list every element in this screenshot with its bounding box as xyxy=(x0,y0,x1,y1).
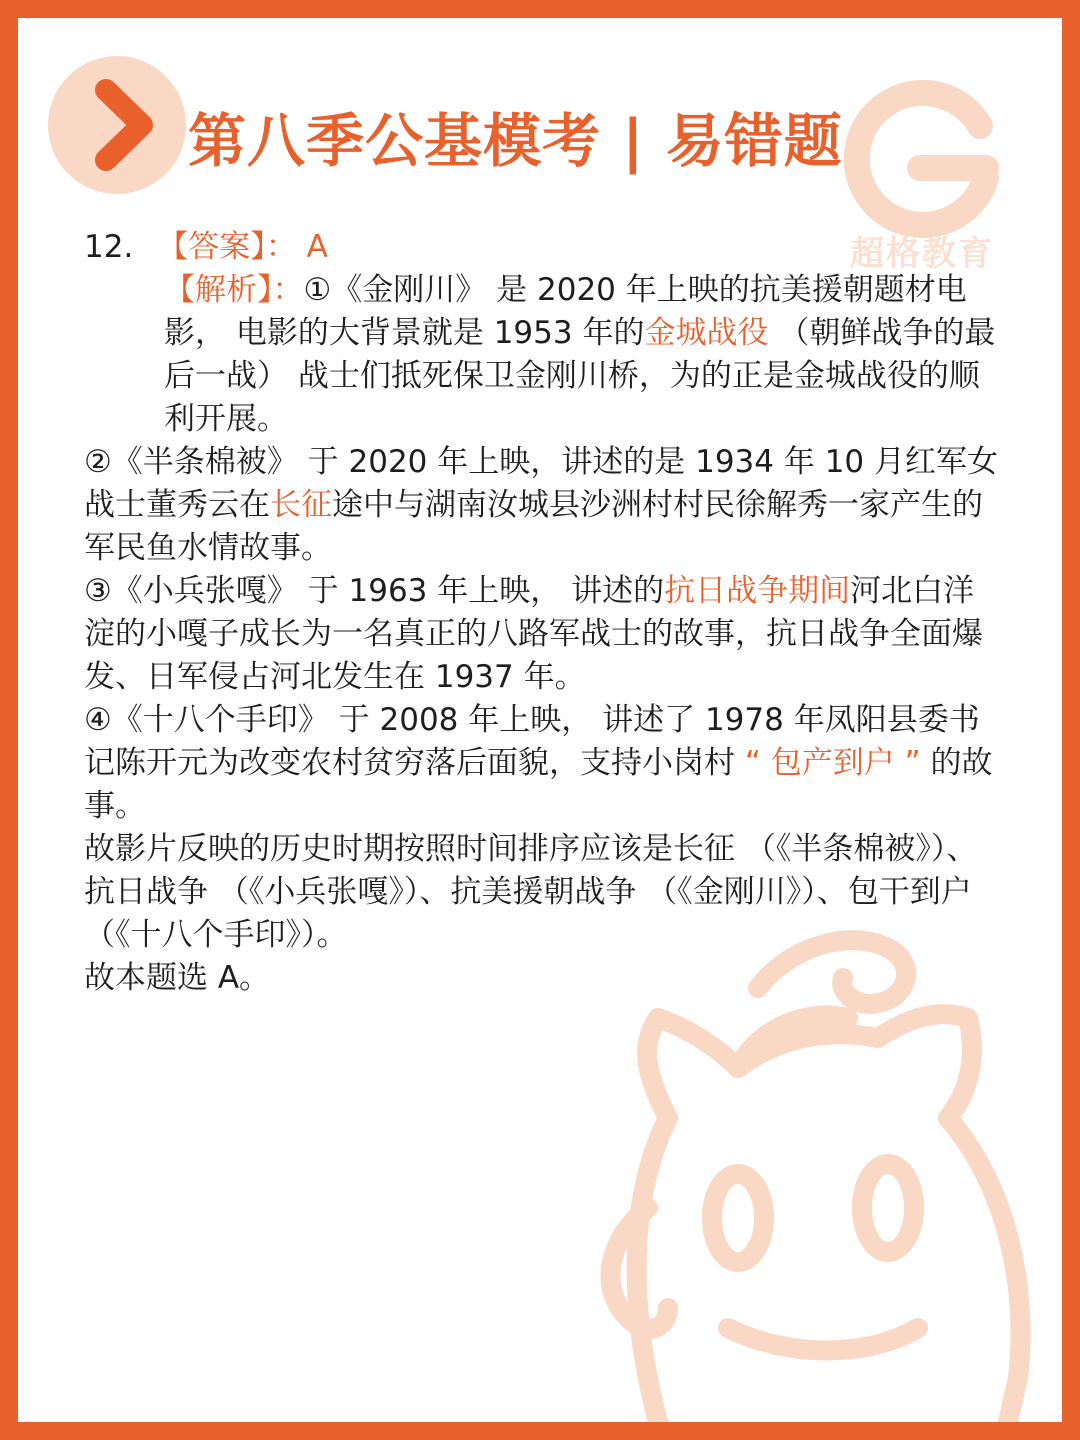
para-2-text-b: 途中与湖南汝城县沙洲村村民徐解秀一家产生的军民鱼水情故事。 xyxy=(84,487,983,566)
analysis-para-2 xyxy=(84,441,1004,570)
brand-g-logo-icon xyxy=(840,78,1000,238)
header-badge xyxy=(48,56,186,194)
question-number: 12. xyxy=(84,229,134,265)
para-4-text-a: ④《十八个手印》 于 2008 年上映， 讲述了 1978 年凤阳县委书记陈开元为改变农村贫穷落后面貌，支持小岗村 xyxy=(84,702,980,781)
para-3-text-a: ③《小兵张嘎》 于 1963 年上映， 讲述的 xyxy=(84,573,665,609)
para-3-text-b: 河北白洋淀的小嘎子成长为一名真正的八路军战士的故事，抗日战争全面爆发、日军侵占河北发生在 1937 年。 xyxy=(84,573,983,695)
para-2-highlight: 长征 xyxy=(270,487,332,523)
brand-name: 超格教育 xyxy=(850,234,994,274)
para-4-highlight: “ 包产到户 ” xyxy=(744,745,921,781)
analysis-para-1 xyxy=(84,269,1004,441)
analysis-para-3 xyxy=(84,570,1004,699)
answer-value: A xyxy=(306,229,328,265)
para-3-highlight: 抗日战争期间 xyxy=(664,573,851,609)
conclusion-text: 故本题选 A。 xyxy=(84,960,271,996)
para-2-text-a: ②《半条棉被》 于 2020 年上映，讲述的是 1934 年 10 月红军女战士董秀云在 xyxy=(84,444,998,523)
answer-label: 【答案】： xyxy=(157,229,297,265)
chevron-right-icon xyxy=(48,56,186,194)
analysis-label: 【解析】： xyxy=(164,272,304,308)
para-4-text-b: 的故事。 xyxy=(84,745,993,824)
page-title: 第八季公基模考 | 易错题 xyxy=(188,107,843,175)
question-content xyxy=(84,226,1004,1000)
para-1-text-a: ①《金刚川》 是 2020 年上映的抗美援朝题材电影， 电影的大背景就是 1953 年的 xyxy=(164,272,967,351)
answer-line xyxy=(84,226,1004,269)
para-1-text-b: （朝鲜战争的最后一战） 战士们抵死保卫金刚川桥，为的正是金城战役的顺利开展。 xyxy=(164,315,996,437)
summary-text: 故影片反映的历史时期按照时间排序应该是长征 （《半条棉被》）、抗日战争 （《小兵张嘎》）、抗美援朝战争 （《金刚川》）、包干到户 （《十八个手印》）。 xyxy=(84,831,978,953)
page-card xyxy=(18,18,1062,1422)
para-1-highlight: 金城战役 xyxy=(644,315,769,351)
analysis-para-4 xyxy=(84,699,1004,828)
